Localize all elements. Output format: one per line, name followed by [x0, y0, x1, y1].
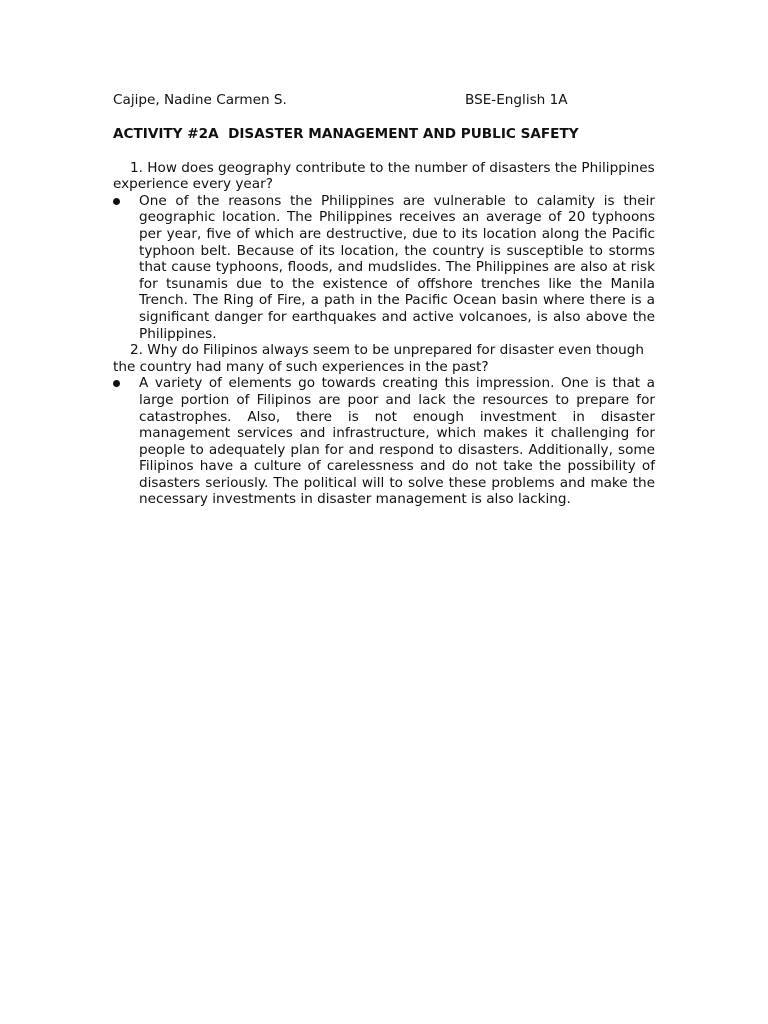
bullet-icon: [113, 198, 120, 205]
question-2: 2. Why do Filipinos always seem to be unprepared for disaster even though the country had many of such experiences in the past?: [113, 342, 644, 375]
course-section: BSE-English 1A: [465, 92, 568, 108]
answer-2: [113, 375, 655, 508]
answer-1-text: One of the reasons the Philippines are vulnerable to calamity is their geographic location. The Philippines receives an average of 20 typhoons per year, five of which are destructive, due to its location along the Pacific typhoon belt. Because of its location, the country is susceptible to storms that cause typhoons, floods, and mudslides. The Philippines are also at risk for tsunamis due to the existence of offshore trenches like the Manila Trench. The Ring of Fire, a path in the Pacific Ocean basin where there is a significant danger for earthquakes and active volcanoes, is also above the Philippines.: [139, 192, 655, 342]
answer-2-text: A variety of elements go towards creating this impression. One is that a large portion of Filipinos are poor and lack the resources to prepare for catastrophes. Also, there is not enough investment in disaster management services and infrastructure, which makes it challenging for people to adequately plan for and respond to disasters. Additionally, some Filipinos have a culture of carelessness and do not take the possibility of disasters seriously. The political will to solve these problems and make the necessary investments in disaster management is also lacking.: [139, 375, 655, 508]
question-list: [113, 160, 655, 508]
bullet-icon: [113, 380, 120, 387]
student-name: Cajipe, Nadine Carmen S.: [113, 92, 287, 108]
activity-title: ACTIVITY #2A DISASTER MANAGEMENT AND PUBLIC SAFETY: [113, 126, 579, 142]
answer-1: [113, 193, 655, 342]
document-header: [113, 92, 655, 109]
question-1: 1. How does geography contribute to the number of disasters the Philippines experience every year?: [113, 159, 655, 193]
document-page: [113, 92, 655, 508]
